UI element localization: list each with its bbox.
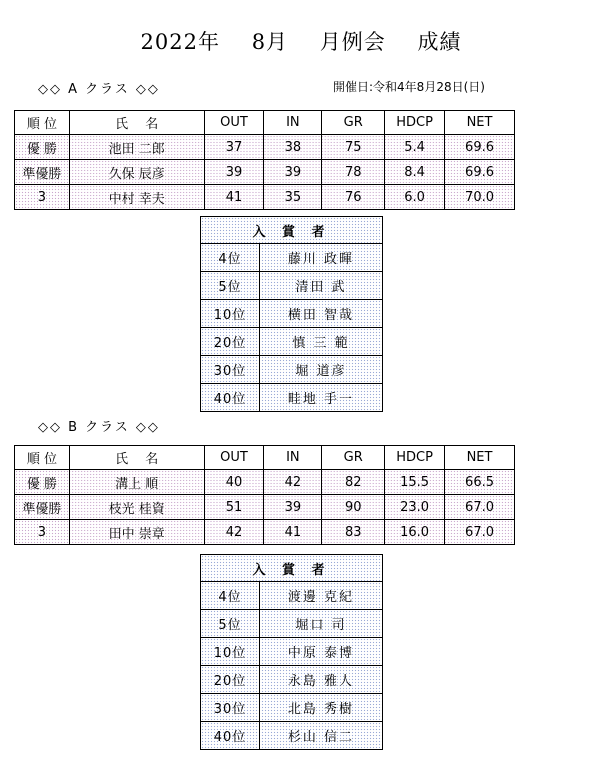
table-row [15, 495, 515, 520]
award-header: 入 賞 者 [201, 217, 383, 244]
award-name: 中原 泰博 [260, 638, 383, 666]
header-name: 氏 名 [69, 446, 204, 470]
header-net: NET [445, 111, 515, 135]
header-gr: GR [322, 446, 385, 470]
award-name: 渡邊 克紀 [260, 582, 383, 610]
award-rank: 20位 [201, 328, 260, 356]
cell-gr: 75 [322, 135, 385, 160]
award-rank: 40位 [201, 722, 260, 750]
cell-gr: 83 [322, 520, 385, 545]
award-name: 永島 雅人 [260, 666, 383, 694]
award-name: 堀口 司 [260, 610, 383, 638]
cell-out: 37 [204, 135, 264, 160]
cell-out: 39 [204, 160, 264, 185]
cell-rank: 優 勝 [15, 470, 70, 495]
list-item [201, 300, 383, 328]
cell-net: 69.6 [445, 160, 515, 185]
award-rank: 10位 [201, 300, 260, 328]
table-header-row [15, 446, 515, 470]
award-name: 横田 智哉 [260, 300, 383, 328]
table-row [15, 470, 515, 495]
cell-name: 溝上 順 [69, 470, 204, 495]
title-results: 成績 [417, 30, 462, 54]
page-title [0, 26, 602, 56]
award-rank: 4位 [201, 244, 260, 272]
header-hdcp: HDCP [385, 111, 445, 135]
cell-out: 40 [204, 470, 264, 495]
class-a-label: ◇◇ A クラス ◇◇ [38, 82, 160, 97]
header-out: OUT [204, 111, 264, 135]
table-row [15, 135, 515, 160]
award-rank: 5位 [201, 610, 260, 638]
cell-in: 39 [264, 495, 322, 520]
award-name: 畦地 手一 [260, 384, 383, 412]
cell-in: 35 [264, 185, 322, 210]
cell-hdcp: 6.0 [385, 185, 445, 210]
cell-rank: 準優勝 [15, 495, 70, 520]
list-item [201, 328, 383, 356]
cell-gr: 82 [322, 470, 385, 495]
header-name: 氏 名 [69, 111, 204, 135]
award-name: 堀 道彦 [260, 356, 383, 384]
table-header-row [15, 111, 515, 135]
cell-in: 42 [264, 470, 322, 495]
class-b-results-table [14, 445, 515, 545]
award-rank: 10位 [201, 638, 260, 666]
award-rank: 30位 [201, 694, 260, 722]
cell-rank: 3 [15, 185, 70, 210]
title-month: 8月 [251, 30, 289, 54]
list-item [201, 610, 383, 638]
header-gr: GR [322, 111, 385, 135]
cell-in: 38 [264, 135, 322, 160]
header-rank: 順 位 [15, 446, 70, 470]
cell-out: 51 [204, 495, 264, 520]
cell-hdcp: 16.0 [385, 520, 445, 545]
award-name: 藤川 政暉 [260, 244, 383, 272]
cell-net: 70.0 [445, 185, 515, 210]
cell-net: 67.0 [445, 495, 515, 520]
list-item [201, 272, 383, 300]
cell-rank: 準優勝 [15, 160, 70, 185]
cell-hdcp: 5.4 [385, 135, 445, 160]
award-name: 慎 三 範 [260, 328, 383, 356]
header-in: IN [264, 111, 322, 135]
table-row [15, 160, 515, 185]
header-rank: 順 位 [15, 111, 70, 135]
list-item [201, 666, 383, 694]
cell-name: 田中 崇章 [69, 520, 204, 545]
header-hdcp: HDCP [385, 446, 445, 470]
class-a-award-table [200, 216, 383, 412]
class-b-award-table [200, 554, 383, 750]
cell-net: 66.5 [445, 470, 515, 495]
list-item [201, 694, 383, 722]
cell-hdcp: 15.5 [385, 470, 445, 495]
cell-net: 69.6 [445, 135, 515, 160]
list-item [201, 638, 383, 666]
cell-gr: 78 [322, 160, 385, 185]
award-rank: 4位 [201, 582, 260, 610]
cell-out: 41 [204, 185, 264, 210]
table-row [15, 185, 515, 210]
cell-hdcp: 8.4 [385, 160, 445, 185]
cell-out: 42 [204, 520, 264, 545]
cell-name: 久保 辰彦 [69, 160, 204, 185]
header-net: NET [445, 446, 515, 470]
list-item [201, 244, 383, 272]
table-row [15, 520, 515, 545]
cell-in: 41 [264, 520, 322, 545]
header-out: OUT [204, 446, 264, 470]
cell-gr: 76 [322, 185, 385, 210]
award-name: 北島 秀樹 [260, 694, 383, 722]
list-item [201, 722, 383, 750]
award-rank: 5位 [201, 272, 260, 300]
header-in: IN [264, 446, 322, 470]
cell-net: 67.0 [445, 520, 515, 545]
event-date: 開催日:令和4年8月28日(日) [333, 80, 485, 94]
list-item [201, 384, 383, 412]
cell-hdcp: 23.0 [385, 495, 445, 520]
cell-name: 中村 幸夫 [69, 185, 204, 210]
list-item [201, 582, 383, 610]
award-header: 入 賞 者 [201, 555, 383, 582]
list-item [201, 356, 383, 384]
cell-name: 池田 二郎 [69, 135, 204, 160]
class-a-results-table [14, 110, 515, 210]
award-name: 清田 武 [260, 272, 383, 300]
award-name: 杉山 信二 [260, 722, 383, 750]
cell-rank: 優 勝 [15, 135, 70, 160]
award-rank: 40位 [201, 384, 260, 412]
cell-in: 39 [264, 160, 322, 185]
title-event: 月例会 [319, 30, 386, 54]
award-rank: 20位 [201, 666, 260, 694]
cell-rank: 3 [15, 520, 70, 545]
title-year: 2022年 [140, 30, 220, 54]
award-rank: 30位 [201, 356, 260, 384]
cell-name: 枝光 桂資 [69, 495, 204, 520]
class-b-label: ◇◇ B クラス ◇◇ [38, 420, 160, 435]
cell-gr: 90 [322, 495, 385, 520]
